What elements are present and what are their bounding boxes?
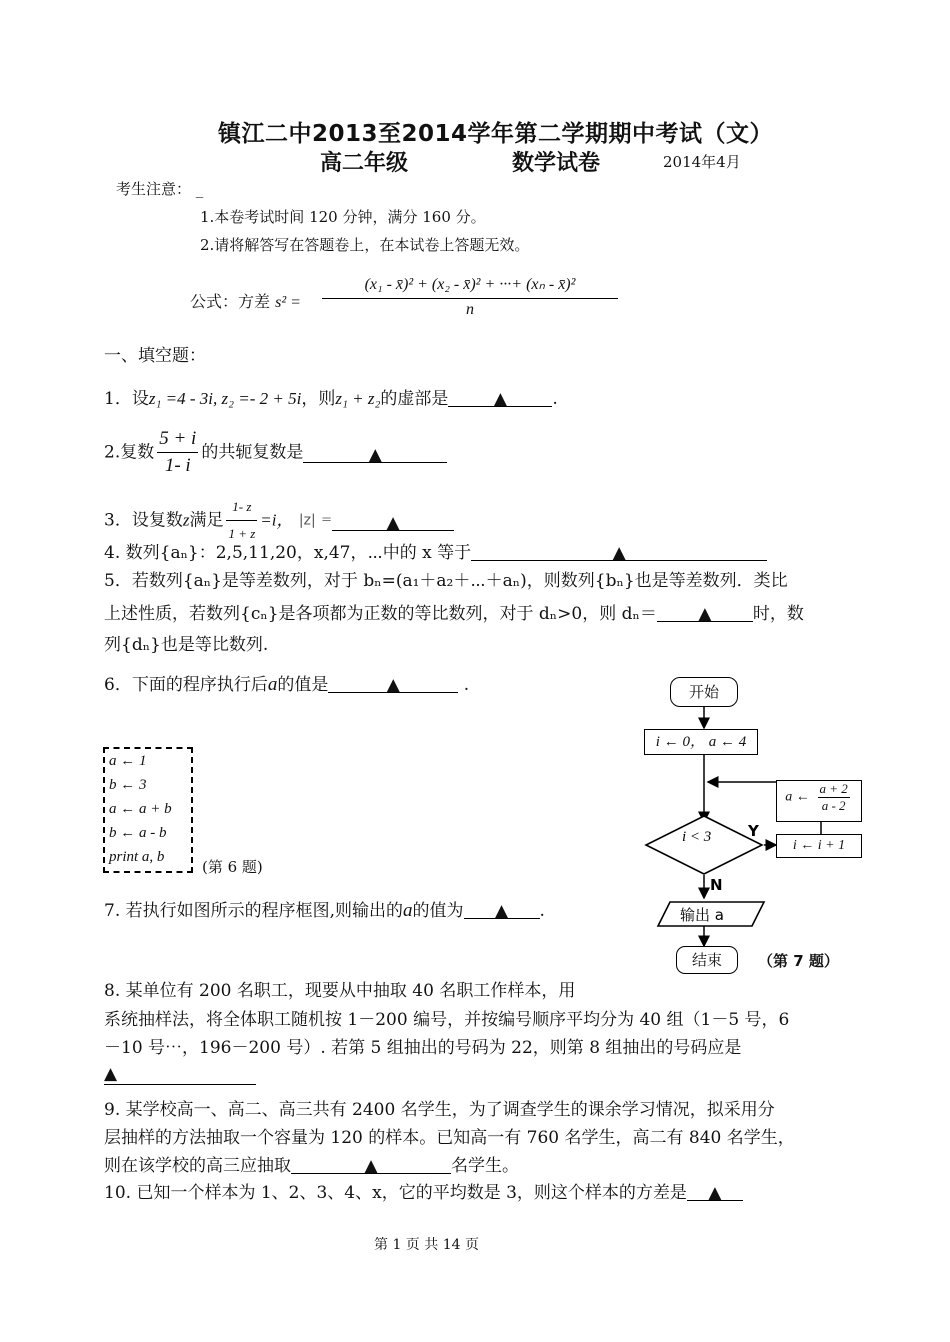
flowchart-diagram bbox=[640, 670, 880, 980]
flow-end: 结束 bbox=[676, 946, 738, 974]
formula-label: 公式：方差 s² = bbox=[190, 292, 301, 311]
output-text: 输出 a bbox=[680, 906, 724, 924]
question-6: 6．下面的程序执行后a的值是 ▲ . bbox=[104, 674, 470, 695]
question-5-line-1: 5．若数列{aₙ}是等差数列，对于 bₙ=(a₁＋a₂＋⋯＋aₙ)，则数列{bₙ}也是等差数列．类比 bbox=[104, 571, 788, 591]
figure-6-caption: (第 6 题) bbox=[202, 858, 263, 876]
program-box bbox=[103, 747, 193, 873]
program-line-5: print a, b bbox=[109, 849, 165, 865]
program-line-4: b ← a - b bbox=[109, 825, 167, 841]
section-heading: 一、填空题： bbox=[104, 346, 206, 366]
answer-blank-1[interactable]: ▲ bbox=[448, 386, 552, 407]
question-4: 4. 数列{aₙ}：2,5,11,20，x,47，⋯中的 x 等于 ▲ bbox=[104, 540, 767, 566]
answer-blank-5[interactable]: ▲ bbox=[657, 601, 753, 622]
question-5-line-2: 上述性质，若数列{cₙ}是各项都为正数的等比数列，对于 dₙ>0，则 dₙ＝ ▲ 时，数 bbox=[104, 601, 804, 628]
program-line-1: a ← 1 bbox=[109, 753, 147, 769]
answer-blank-7[interactable]: ▲ bbox=[464, 898, 540, 919]
exam-date: 2014年4月 bbox=[663, 153, 741, 171]
yes-label: Y bbox=[748, 822, 759, 840]
grade-label: 高二年级 bbox=[320, 151, 409, 176]
question-10: 10. 已知一个样本为 1、2、3、4、x，它的平均数是 3，则这个样本的方差是 ▲ bbox=[104, 1180, 743, 1207]
notice-item-1: 1.本卷考试时间 120 分钟，满分 160 分。 bbox=[200, 208, 486, 226]
condition-diamond bbox=[646, 816, 762, 874]
answer-blank-3[interactable]: ▲ bbox=[332, 510, 454, 531]
question-2: 2.复数 $\frac{5 + i}{1- i}$ 的共轭复数是 ▲ bbox=[104, 426, 447, 479]
answer-blank-10[interactable]: ▲ bbox=[687, 1180, 743, 1201]
notice-label: 考生注意： _ bbox=[116, 180, 204, 198]
question-8-line-3: －10 号⋯，196－200 号）. 若第 5 组抽出的号码为 22，则第 8 组抽出的号码应是 bbox=[104, 1038, 742, 1058]
question-9-line-2: 层抽样的方法抽取一个容量为 120 的样本。已知高一有 760 名学生，高二有 840 名学生， bbox=[104, 1128, 795, 1148]
question-7: 7. 若执行如图所示的程序框图,则输出的a的值为 ▲ . bbox=[104, 900, 545, 921]
flow-increment: i ← i + 1 bbox=[776, 834, 862, 858]
variance-formula bbox=[322, 274, 618, 319]
condition-text: i < 3 bbox=[682, 829, 712, 845]
answer-blank-4[interactable]: ▲ bbox=[471, 540, 767, 561]
question-8-line-1: 8. 某单位有 200 名职工，现要从中抽取 40 名职工作样本，用 bbox=[104, 981, 576, 1001]
exam-title: 镇江二中2013至2014学年第二学期期中考试（文） bbox=[218, 121, 774, 147]
question-3: 3．设复数z满足 $\frac{1- z}{1 + z}$ =i， |z| = ▲ bbox=[104, 494, 454, 547]
figure-7-caption: （第 7 题） bbox=[758, 952, 839, 970]
formula-numerator: (x₁ - x̄)² + (x₂ - x̄)² + ···+ (xₙ - x̄)² bbox=[322, 274, 618, 299]
program-line-3: a ← a + b bbox=[109, 801, 172, 817]
program-line-2: b ← 3 bbox=[109, 777, 147, 793]
answer-blank-9[interactable]: ▲ bbox=[291, 1153, 451, 1174]
question-8-line-2: 系统抽样法，将全体职工随机按 1－200 编号，并按编号顺序平均分为 40 组（1－5 号，6 bbox=[104, 1010, 790, 1030]
flow-init: i ← 0， a ← 4 bbox=[644, 729, 758, 755]
formula-denominator: n bbox=[466, 301, 474, 318]
subject-label: 数学试卷 bbox=[512, 151, 601, 176]
flow-start: 开始 bbox=[670, 677, 738, 707]
flow-update: a ← $\frac{a + 2}{a - 2}$ bbox=[776, 780, 862, 822]
question-5-line-3: 列{dₙ}也是等比数列. bbox=[104, 635, 269, 655]
answer-blank-8[interactable]: ▲ bbox=[104, 1064, 256, 1085]
question-1: 1．设z₁ =4 - 3i, z₂ =- 2 + 5i，则z₁ + z₂的虚部是 ▲ . bbox=[104, 386, 558, 412]
no-label: N bbox=[710, 876, 723, 894]
page-footer: 第 1 页 共 14 页 bbox=[374, 1237, 479, 1253]
question-9-line-3: 则在该学校的高三应抽取 ▲ 名学生。 bbox=[104, 1153, 519, 1180]
answer-blank-6[interactable]: ▲ bbox=[328, 672, 458, 693]
notice-item-2: 2.请将解答写在答题卷上，在本试卷上答题无效。 bbox=[200, 236, 530, 254]
answer-blank-2[interactable]: ▲ bbox=[303, 442, 447, 463]
question-9-line-1: 9. 某学校高一、高二、高三共有 2400 名学生，为了调查学生的课余学习情况，拟采用分 bbox=[104, 1100, 775, 1120]
